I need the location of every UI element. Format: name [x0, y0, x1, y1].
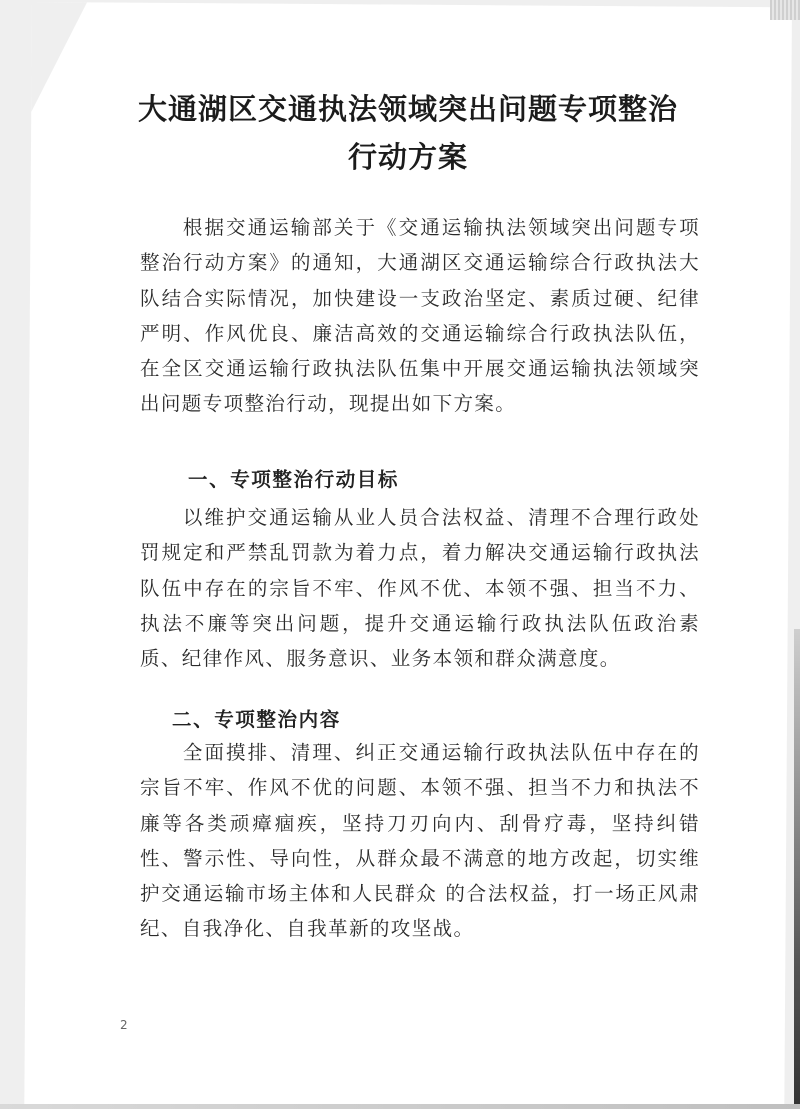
section2-paragraph: 全面摸排、清理、纠正交通运输行政执法队伍中存在的宗旨不牢、作风不优的问题、本领不强、担当不力和执法不廉等各类顽瘴痼疾，坚持刀刃向内、刮骨疗毒，坚持纠错性、警示性、导向性，从群众最不满意的地方改起，切实维护交通运输市场主体和人民群众 的合法权益，打一场正风肃纪、自我净化、自我革新的攻坚战。: [140, 741, 700, 941]
section1-heading: 一、专项整治行动目标: [188, 468, 400, 491]
section1-paragraph: 以维护交通运输从业人员合法权益、清理不合理行政处罚规定和严禁乱罚款为着力点，着力解决交通运输行政执法队伍中存在的宗旨不牢、作风不优、本领不强、担当不力、执法不廉等突出问题，提升交通运输行政执法队伍政治素质、纪律作风、服务意识、业务本领和群众满意度。: [140, 506, 700, 671]
document-title-line1: 大通湖区交通执法领域突出问题专项整治: [137, 92, 678, 126]
intro-paragraph: 根据交通运输部关于《交通运输执法领域突出问题专项整治行动方案》的通知，大通湖区交通运输综合行政执法大队结合实际情况，加快建设一支政治坚定、素质过硬、纪律严明、作风优良、廉洁高效的交通运输综合行政执法队伍，在全区交通运输行政执法队伍集中开展交通运输执法领域突出问题专项整治行动，现提出如下方案。: [140, 216, 700, 416]
scan-edge-bottom: [0, 1104, 800, 1109]
scan-edge-top-right: [770, 0, 800, 20]
section2-heading: 二、专项整治内容: [172, 708, 341, 731]
document-title-line2: 行动方案: [347, 140, 468, 174]
page-number: 2: [120, 1018, 128, 1032]
scan-edge-right: [794, 629, 800, 1109]
